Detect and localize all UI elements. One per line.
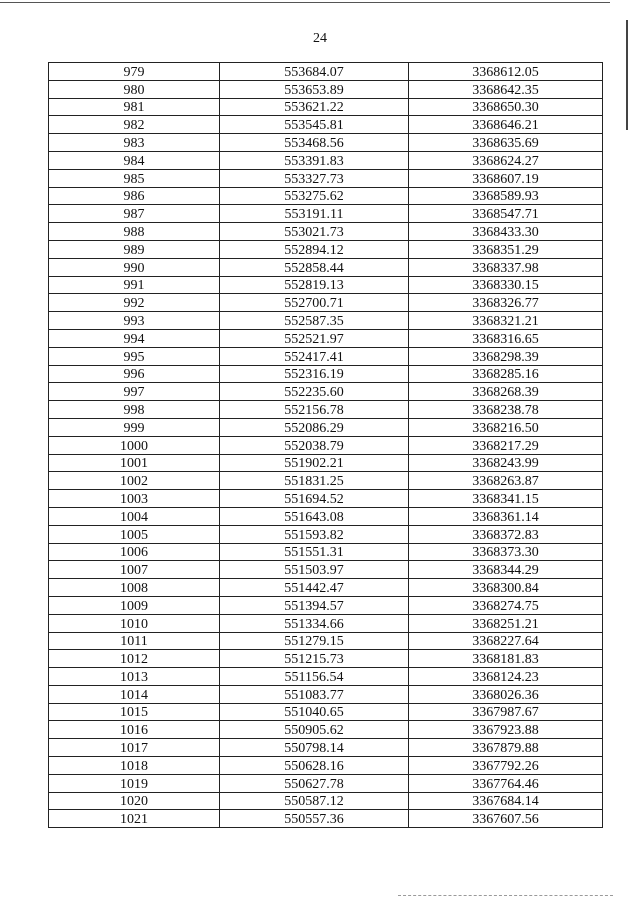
page-number: 24 bbox=[313, 31, 327, 46]
point-number-cell: 998 bbox=[49, 401, 220, 419]
y-coordinate-cell: 3368650.30 bbox=[409, 98, 603, 116]
y-coordinate-cell: 3368361.14 bbox=[409, 507, 603, 525]
y-coordinate-cell: 3368274.75 bbox=[409, 596, 603, 614]
x-coordinate-cell: 553191.11 bbox=[220, 205, 409, 223]
x-coordinate-cell: 553621.22 bbox=[220, 98, 409, 116]
x-coordinate-cell: 550905.62 bbox=[220, 721, 409, 739]
point-number-cell: 988 bbox=[49, 223, 220, 241]
x-coordinate-cell: 551593.82 bbox=[220, 525, 409, 543]
y-coordinate-cell: 3368642.35 bbox=[409, 80, 603, 98]
y-coordinate-cell: 3368227.64 bbox=[409, 632, 603, 650]
y-coordinate-cell: 3367923.88 bbox=[409, 721, 603, 739]
table-row bbox=[49, 507, 603, 525]
y-coordinate-cell: 3368298.39 bbox=[409, 347, 603, 365]
x-coordinate-cell: 551215.73 bbox=[220, 650, 409, 668]
x-coordinate-cell: 551334.66 bbox=[220, 614, 409, 632]
point-number-cell: 1004 bbox=[49, 507, 220, 525]
point-number-cell: 997 bbox=[49, 383, 220, 401]
point-number-cell: 991 bbox=[49, 276, 220, 294]
y-coordinate-cell: 3368268.39 bbox=[409, 383, 603, 401]
x-coordinate-cell: 552894.12 bbox=[220, 240, 409, 258]
x-coordinate-cell: 553468.56 bbox=[220, 134, 409, 152]
y-coordinate-cell: 3367879.88 bbox=[409, 739, 603, 757]
x-coordinate-cell: 552038.79 bbox=[220, 436, 409, 454]
x-coordinate-cell: 551279.15 bbox=[220, 632, 409, 650]
y-coordinate-cell: 3368216.50 bbox=[409, 418, 603, 436]
table-row bbox=[49, 436, 603, 454]
point-number-cell: 1021 bbox=[49, 810, 220, 828]
table-row bbox=[49, 205, 603, 223]
point-number-cell: 1020 bbox=[49, 792, 220, 810]
point-number-cell: 1001 bbox=[49, 454, 220, 472]
point-number-cell: 1008 bbox=[49, 579, 220, 597]
x-coordinate-cell: 551643.08 bbox=[220, 507, 409, 525]
y-coordinate-cell: 3368321.21 bbox=[409, 312, 603, 330]
x-coordinate-cell: 550557.36 bbox=[220, 810, 409, 828]
table-row bbox=[49, 632, 603, 650]
table-row bbox=[49, 276, 603, 294]
y-coordinate-cell: 3368330.15 bbox=[409, 276, 603, 294]
y-coordinate-cell: 3368589.93 bbox=[409, 187, 603, 205]
point-number-cell: 1006 bbox=[49, 543, 220, 561]
point-number-cell: 1011 bbox=[49, 632, 220, 650]
y-coordinate-cell: 3368624.27 bbox=[409, 151, 603, 169]
point-number-cell: 981 bbox=[49, 98, 220, 116]
y-coordinate-cell: 3368285.16 bbox=[409, 365, 603, 383]
x-coordinate-cell: 551394.57 bbox=[220, 596, 409, 614]
point-number-cell: 979 bbox=[49, 63, 220, 81]
point-number-cell: 1012 bbox=[49, 650, 220, 668]
point-number-cell: 994 bbox=[49, 329, 220, 347]
coordinates-table bbox=[48, 62, 603, 828]
table-row bbox=[49, 454, 603, 472]
point-number-cell: 1015 bbox=[49, 703, 220, 721]
point-number-cell: 996 bbox=[49, 365, 220, 383]
y-coordinate-cell: 3368217.29 bbox=[409, 436, 603, 454]
x-coordinate-cell: 552316.19 bbox=[220, 365, 409, 383]
x-coordinate-cell: 552086.29 bbox=[220, 418, 409, 436]
table-row bbox=[49, 312, 603, 330]
x-coordinate-cell: 553545.81 bbox=[220, 116, 409, 134]
y-coordinate-cell: 3368243.99 bbox=[409, 454, 603, 472]
point-number-cell: 995 bbox=[49, 347, 220, 365]
point-number-cell: 1018 bbox=[49, 757, 220, 775]
table-row bbox=[49, 294, 603, 312]
y-coordinate-cell: 3368238.78 bbox=[409, 401, 603, 419]
table-row bbox=[49, 703, 603, 721]
point-number-cell: 993 bbox=[49, 312, 220, 330]
point-number-cell: 1017 bbox=[49, 739, 220, 757]
point-number-cell: 1002 bbox=[49, 472, 220, 490]
y-coordinate-cell: 3368181.83 bbox=[409, 650, 603, 668]
bottom-rule bbox=[398, 895, 613, 896]
table-row bbox=[49, 134, 603, 152]
point-number-cell: 1016 bbox=[49, 721, 220, 739]
y-coordinate-cell: 3368344.29 bbox=[409, 561, 603, 579]
y-coordinate-cell: 3367792.26 bbox=[409, 757, 603, 775]
x-coordinate-cell: 550627.78 bbox=[220, 774, 409, 792]
table-row bbox=[49, 774, 603, 792]
top-rule bbox=[0, 2, 610, 3]
x-coordinate-cell: 551694.52 bbox=[220, 490, 409, 508]
y-coordinate-cell: 3368316.65 bbox=[409, 329, 603, 347]
coordinates-table-body bbox=[49, 63, 603, 828]
table-row bbox=[49, 596, 603, 614]
table-row bbox=[49, 347, 603, 365]
y-coordinate-cell: 3367764.46 bbox=[409, 774, 603, 792]
point-number-cell: 983 bbox=[49, 134, 220, 152]
table-row bbox=[49, 792, 603, 810]
x-coordinate-cell: 550587.12 bbox=[220, 792, 409, 810]
x-coordinate-cell: 553684.07 bbox=[220, 63, 409, 81]
x-coordinate-cell: 551503.97 bbox=[220, 561, 409, 579]
table-row bbox=[49, 721, 603, 739]
point-number-cell: 1013 bbox=[49, 668, 220, 686]
y-coordinate-cell: 3368341.15 bbox=[409, 490, 603, 508]
x-coordinate-cell: 552521.97 bbox=[220, 329, 409, 347]
y-coordinate-cell: 3368326.77 bbox=[409, 294, 603, 312]
x-coordinate-cell: 551902.21 bbox=[220, 454, 409, 472]
point-number-cell: 1007 bbox=[49, 561, 220, 579]
table-row bbox=[49, 810, 603, 828]
point-number-cell: 987 bbox=[49, 205, 220, 223]
x-coordinate-cell: 552235.60 bbox=[220, 383, 409, 401]
y-coordinate-cell: 3367607.56 bbox=[409, 810, 603, 828]
table-row bbox=[49, 418, 603, 436]
table-row bbox=[49, 579, 603, 597]
x-coordinate-cell: 552156.78 bbox=[220, 401, 409, 419]
y-coordinate-cell: 3368337.98 bbox=[409, 258, 603, 276]
table-row bbox=[49, 187, 603, 205]
point-number-cell: 1003 bbox=[49, 490, 220, 508]
table-row bbox=[49, 561, 603, 579]
point-number-cell: 985 bbox=[49, 169, 220, 187]
y-coordinate-cell: 3368026.36 bbox=[409, 685, 603, 703]
table-row bbox=[49, 472, 603, 490]
y-coordinate-cell: 3368263.87 bbox=[409, 472, 603, 490]
table-row bbox=[49, 668, 603, 686]
table-row bbox=[49, 223, 603, 241]
x-coordinate-cell: 551831.25 bbox=[220, 472, 409, 490]
x-coordinate-cell: 553327.73 bbox=[220, 169, 409, 187]
x-coordinate-cell: 553021.73 bbox=[220, 223, 409, 241]
table-row bbox=[49, 169, 603, 187]
point-number-cell: 984 bbox=[49, 151, 220, 169]
y-coordinate-cell: 3368351.29 bbox=[409, 240, 603, 258]
point-number-cell: 1010 bbox=[49, 614, 220, 632]
table-row bbox=[49, 490, 603, 508]
table-row bbox=[49, 329, 603, 347]
table-row bbox=[49, 80, 603, 98]
x-coordinate-cell: 551551.31 bbox=[220, 543, 409, 561]
table-row bbox=[49, 757, 603, 775]
table-row bbox=[49, 383, 603, 401]
x-coordinate-cell: 552587.35 bbox=[220, 312, 409, 330]
y-coordinate-cell: 3368646.21 bbox=[409, 116, 603, 134]
x-coordinate-cell: 550628.16 bbox=[220, 757, 409, 775]
point-number-cell: 989 bbox=[49, 240, 220, 258]
point-number-cell: 999 bbox=[49, 418, 220, 436]
table-row bbox=[49, 614, 603, 632]
x-coordinate-cell: 552700.71 bbox=[220, 294, 409, 312]
table-row bbox=[49, 685, 603, 703]
table-row bbox=[49, 739, 603, 757]
point-number-cell: 980 bbox=[49, 80, 220, 98]
table-row bbox=[49, 543, 603, 561]
y-coordinate-cell: 3368124.23 bbox=[409, 668, 603, 686]
y-coordinate-cell: 3368251.21 bbox=[409, 614, 603, 632]
x-coordinate-cell: 551442.47 bbox=[220, 579, 409, 597]
x-coordinate-cell: 553391.83 bbox=[220, 151, 409, 169]
table-row bbox=[49, 116, 603, 134]
x-coordinate-cell: 551083.77 bbox=[220, 685, 409, 703]
table-row bbox=[49, 525, 603, 543]
x-coordinate-cell: 552819.13 bbox=[220, 276, 409, 294]
x-coordinate-cell: 552417.41 bbox=[220, 347, 409, 365]
y-coordinate-cell: 3368373.30 bbox=[409, 543, 603, 561]
x-coordinate-cell: 553275.62 bbox=[220, 187, 409, 205]
point-number-cell: 1005 bbox=[49, 525, 220, 543]
y-coordinate-cell: 3368607.19 bbox=[409, 169, 603, 187]
point-number-cell: 986 bbox=[49, 187, 220, 205]
table-row bbox=[49, 401, 603, 419]
y-coordinate-cell: 3368433.30 bbox=[409, 223, 603, 241]
y-coordinate-cell: 3368635.69 bbox=[409, 134, 603, 152]
table-row bbox=[49, 98, 603, 116]
table-row bbox=[49, 650, 603, 668]
y-coordinate-cell: 3367987.67 bbox=[409, 703, 603, 721]
point-number-cell: 982 bbox=[49, 116, 220, 134]
x-coordinate-cell: 553653.89 bbox=[220, 80, 409, 98]
point-number-cell: 1000 bbox=[49, 436, 220, 454]
x-coordinate-cell: 551156.54 bbox=[220, 668, 409, 686]
point-number-cell: 1019 bbox=[49, 774, 220, 792]
point-number-cell: 1014 bbox=[49, 685, 220, 703]
y-coordinate-cell: 3367684.14 bbox=[409, 792, 603, 810]
table-row bbox=[49, 258, 603, 276]
table-row bbox=[49, 365, 603, 383]
y-coordinate-cell: 3368612.05 bbox=[409, 63, 603, 81]
point-number-cell: 992 bbox=[49, 294, 220, 312]
x-coordinate-cell: 551040.65 bbox=[220, 703, 409, 721]
x-coordinate-cell: 552858.44 bbox=[220, 258, 409, 276]
table-row bbox=[49, 151, 603, 169]
table-row bbox=[49, 240, 603, 258]
point-number-cell: 990 bbox=[49, 258, 220, 276]
x-coordinate-cell: 550798.14 bbox=[220, 739, 409, 757]
y-coordinate-cell: 3368372.83 bbox=[409, 525, 603, 543]
y-coordinate-cell: 3368547.71 bbox=[409, 205, 603, 223]
y-coordinate-cell: 3368300.84 bbox=[409, 579, 603, 597]
point-number-cell: 1009 bbox=[49, 596, 220, 614]
table-row bbox=[49, 63, 603, 81]
